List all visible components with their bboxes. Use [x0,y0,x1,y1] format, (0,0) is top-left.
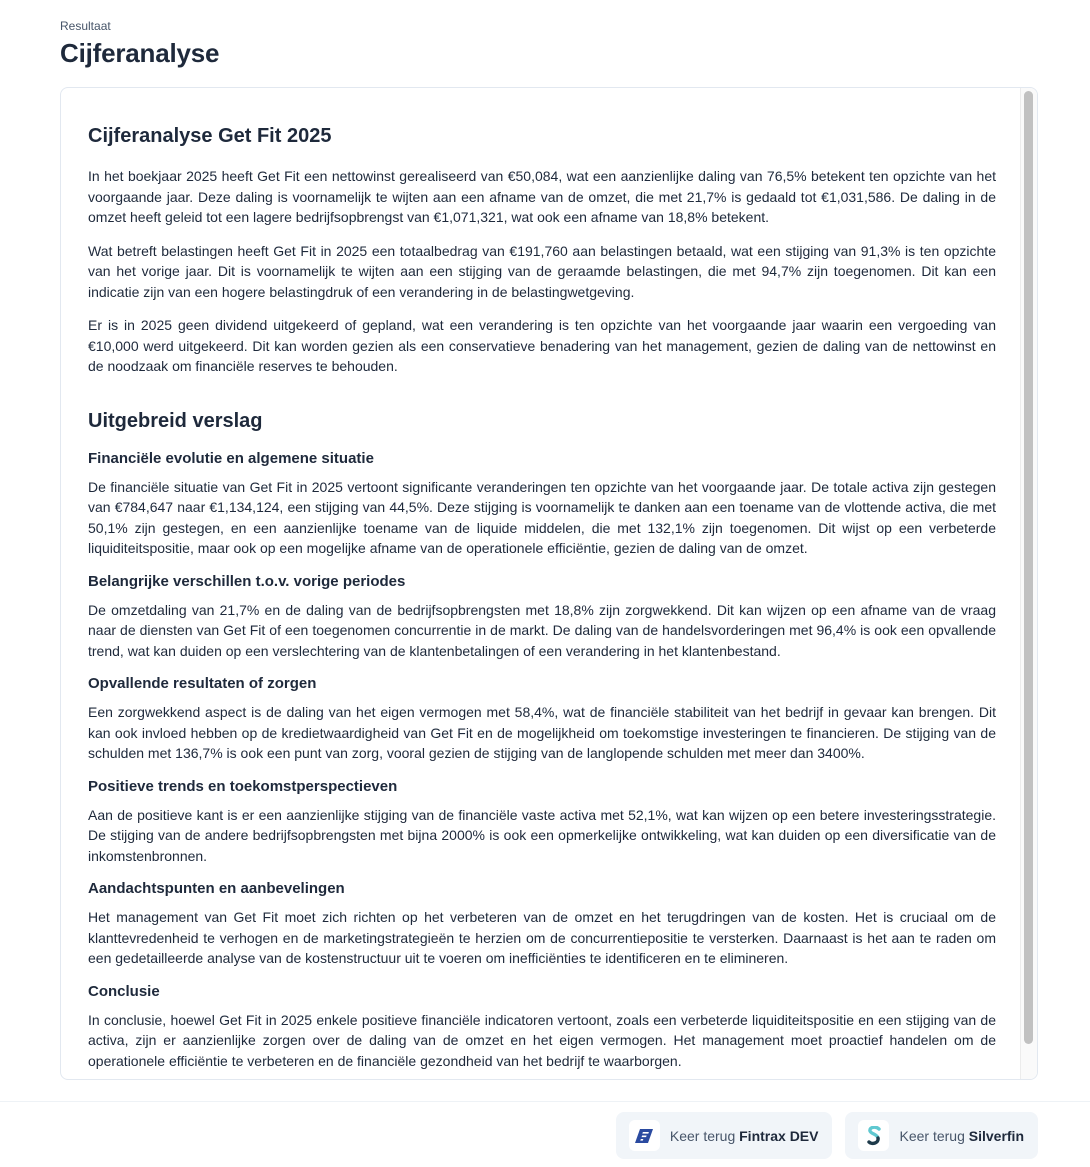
section-body: De omzetdaling van 21,7% en de daling van de bedrijfsopbrengsten met 18,8% zijn zorgwekkend. Dit kan wijzen op een afname van de vraag naar de diensten van Get Fit of een toegenomen concurrentie in de markt. De daling van de handelsvorderingen met 96,4% is ook een opvallende trend, wat kan duiden op een verslechtering van de klantenbetalingen of een verandering in het klantenbestand. [88,601,996,659]
silverfin-logo-icon [858,1120,889,1151]
report-document [88,122,996,1071]
scrollbar-thumb[interactable] [1024,91,1033,1044]
return-fintrax-button[interactable] [616,1112,833,1159]
section-body: Het management van Get Fit moet zich richten op het verbeteren van de omzet en het terugdringen van de kosten. Het is cruciaal om de klanttevredenheid te verhogen en de marketingstrategieën te herzien om de concurrentiepositie te versterken. Daarnaast is het aan te raden om een gedetailleerde analyse van de kostenstructuur uit te voeren om inefficiënties te identificeren en te elimineren. [88,909,996,966]
section-heading: Belangrijke verschillen t.o.v. vorige periodes [88,572,406,590]
section-body: De financiële situatie van Get Fit in 2025 vertoont significante veranderingen ten opzichte van het voorgaande jaar. De totale activa zijn gestegen van €784,647 naar €1,134,124, een stijging van 44,5%. Deze stijging is voornamelijk te danken aan een toename van de vlottende activa, die met 50,1% zijn gestegen, en een aanzienlijke toename van de liquide middelen, die met 132,1% zijn toegenomen. Dit wijst op een verbeterde liquiditeitspositie, maar ook op een mogelijke afname van de operationele efficiëntie, gezien de daling van de omzet. [88,478,996,556]
return-fintrax-label [670,1128,819,1144]
page-eyebrow: Resultaat [60,19,111,33]
page-title: Cijferanalyse [60,38,220,68]
return-prefix: Keer terug [899,1127,965,1144]
report-scroll-area[interactable] [61,88,1021,1079]
footer-actions [616,1112,1038,1159]
section-heading: Aandachtspunten en aanbevelingen [88,880,345,897]
intro-paragraph: In het boekjaar 2025 heeft Get Fit een nettowinst gerealiseerd van €50,084, wat een aanzienlijke daling van 76,5% betekent ten opzichte van het voorgaande jaar. Deze daling is voornamelijk te wijten aan een afname van de omzet, die met 21,7% is gedaald tot €1,031,586. De daling in de omzet heeft geleid tot een lagere bedrijfsopbrengst van €1,071,321, wat ook een afname van 18,8% betekent. [88,168,996,225]
intro-paragraph: Er is in 2025 geen dividend uitgekeerd of gepland, wat een verandering is ten opzichte van het voorgaande jaar waarin een vergoeding van €10,000 werd uitgekeerd. Dit kan worden gezien als een conservatieve benadering van het management, gezien de daling van de nettowinst en de noodzaak om financiële reserves te behouden. [88,317,996,374]
fintrax-logo-icon [629,1120,660,1151]
section-body: In conclusie, hoewel Get Fit in 2025 enkele positieve financiële indicatoren vertoont, zoals een verbeterde liquiditeitspositie en een stijging van de activa, zijn er aanzienlijke zorgen over de daling van de omzet en het eigen vermogen. Het management moet proactief handelen om de operationele efficiëntie te verbeteren en de financiële gezondheid van het bedrijf te waarborgen. [88,1011,996,1069]
return-target: Silverfin [968,1127,1024,1144]
return-prefix: Keer terug [669,1127,736,1144]
section-body: Een zorgwekkend aspect is de daling van het eigen vermogen met 58,4%, wat de financiële stabiliteit van het bedrijf in gevaar kan brengen. Dit kan ook invloed hebben op de kredietwaardigheid van Get Fit en de mogelijkheid om toekomstige investeringen te financieren. De stijging van de schulden met 136,7% is ook een punt van zorg, vooral gezien de stijging van de langlopende schulden met meer dan 3400%. [88,704,996,761]
return-silverfin-button[interactable] [845,1112,1038,1159]
section-heading: Positieve trends en toekomstperspectieven [88,777,398,795]
section-heading: Opvallende resultaten of zorgen [88,675,317,692]
page-header [60,18,219,70]
return-target: Fintrax DEV [739,1127,819,1144]
vertical-scrollbar[interactable] [1020,88,1037,1079]
intro-paragraph: Wat betreft belastingen heeft Get Fit in 2025 een totaalbedrag van €191,760 aan belastingen betaald, wat een stijging van 91,3% is ten opzichte van het vorige jaar. Dit is voornamelijk te wijten aan een stijging van de geraamde belastingen, die met 94,7% zijn toegenomen. Dit kan een indicatie zijn van een hogere belastingdruk of een verandering in de belastingwetgeving. [88,242,996,300]
section-body: Aan de positieve kant is er een aanzienlijke stijging van de financiële vaste activa met 52,1%, wat kan wijzen op een betere investeringsstrategie. De stijging van de andere bedrijfsopbrengsten met bijna 2000% is ook een opmerkelijke ontwikkeling, wat kan duiden op een diversificatie van de inkomstenbronnen. [88,806,996,864]
extended-report-title: Uitgebreid verslag [88,409,263,432]
report-title: Cijferanalyse Get Fit 2025 [88,125,332,147]
footer-divider [0,1101,1090,1102]
report-panel [60,87,1038,1080]
section-heading: Conclusie [88,982,160,1000]
section-heading: Financiële evolutie en algemene situatie [88,449,374,467]
return-silverfin-label [899,1128,1024,1144]
